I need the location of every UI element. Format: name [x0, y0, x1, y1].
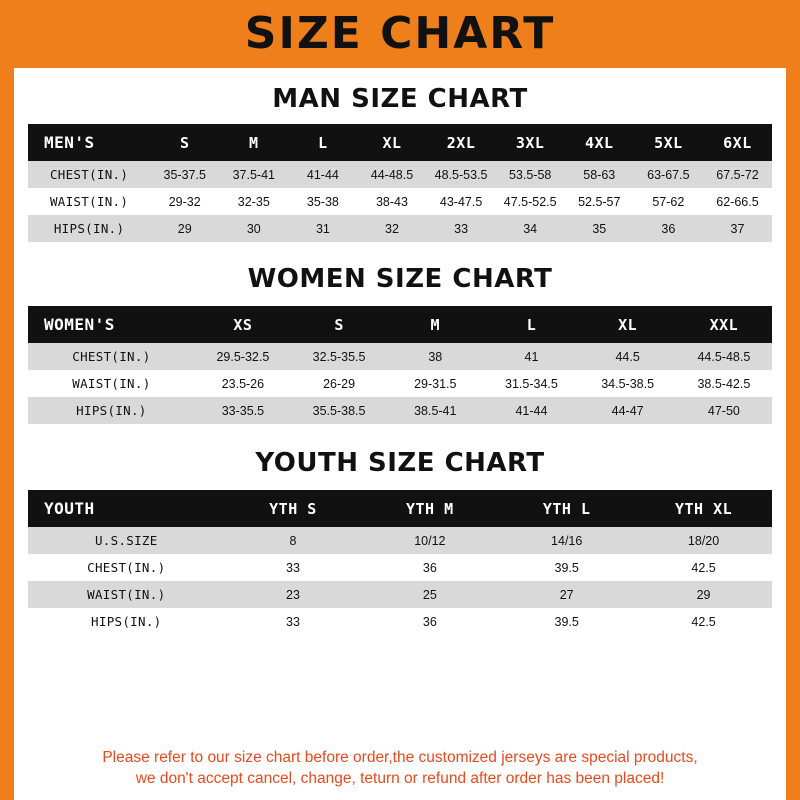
cell: 30	[246, 221, 261, 236]
cell: 58-63	[583, 167, 616, 182]
cell: 42.5	[691, 614, 716, 629]
cell: 32.5-35.5	[312, 349, 366, 364]
cell: 35	[592, 221, 607, 236]
row-label-waist: WAIST(IN.)	[72, 376, 151, 391]
header-cell-yth-xl: YTH XL	[674, 499, 733, 518]
row-label-waist: WAIST(IN.)	[87, 587, 166, 602]
table-header-row	[28, 306, 772, 343]
cell: 52.5-57	[578, 194, 621, 209]
cell: 31	[315, 221, 330, 236]
cell: 37.5-41	[232, 167, 275, 182]
table-man-sizes	[28, 124, 772, 242]
header-cell-xs: XS	[233, 315, 253, 334]
cell: 41	[524, 349, 539, 364]
header-cell-m: M	[430, 315, 441, 334]
table-row	[28, 215, 772, 242]
header-cell-l: L	[318, 133, 328, 152]
cell: 44.5	[615, 349, 640, 364]
header-cell-2xl: 2XL	[446, 133, 476, 152]
cell: 44.5-48.5	[697, 349, 751, 364]
cell: 18/20	[687, 533, 720, 548]
row-label-hips: HIPS(IN.)	[91, 614, 162, 629]
section-title-youth: YOUTH SIZE CHART	[255, 448, 545, 478]
cell: 67.5-72	[716, 167, 759, 182]
table-row	[28, 608, 772, 635]
cell: 33	[454, 221, 469, 236]
chart-content	[14, 68, 786, 800]
cell: 43-47.5	[439, 194, 483, 209]
cell: 23.5-26	[221, 376, 265, 391]
cell: 39.5	[554, 560, 579, 575]
cell: 35.5-38.5	[312, 403, 366, 418]
cell: 38.5-41	[414, 403, 457, 418]
header-cell-3xl: 3XL	[515, 133, 545, 152]
cell: 39.5	[554, 614, 579, 629]
table-row	[28, 527, 772, 554]
cell: 48.5-53.5	[434, 167, 488, 182]
header-cell-6xl: 6XL	[723, 133, 752, 152]
section-youth	[28, 424, 772, 635]
header-cell-yth-m: YTH M	[406, 499, 454, 518]
cell: 33	[286, 614, 300, 629]
cell: 62-66.5	[716, 194, 759, 209]
page-title: SIZE CHART	[244, 8, 556, 59]
cell: 34.5-38.5	[601, 376, 655, 391]
header-cell-l: L	[526, 315, 537, 334]
table-row	[28, 397, 772, 424]
header-cell-yth-s: YTH S	[269, 499, 317, 518]
cell: 36	[661, 221, 676, 236]
cell: 38	[428, 349, 443, 364]
cell: 29.5-32.5	[216, 349, 270, 364]
cell: 26-29	[323, 376, 356, 391]
row-label-hips: HIPS(IN.)	[53, 221, 125, 236]
cell: 42.5	[691, 560, 716, 575]
cell: 29	[177, 221, 192, 236]
cell: 38-43	[375, 194, 408, 209]
cell: 38.5-42.5	[697, 376, 751, 391]
header-cell-m: M	[249, 133, 259, 152]
header-cell-xxl: XXL	[709, 315, 739, 334]
cell: 41-44	[306, 167, 339, 182]
cell: 29-31.5	[414, 376, 457, 391]
cell: 36	[422, 560, 437, 575]
table-header-row	[28, 124, 772, 161]
cell: 37	[730, 221, 745, 236]
row-label-chest: CHEST(IN.)	[72, 349, 151, 364]
footer-note-line-1: Please refer to our size chart before order,the customized jerseys are special products,	[102, 749, 698, 767]
cell: 25	[422, 587, 437, 602]
section-title-women: WOMEN SIZE CHART	[247, 264, 553, 294]
cell: 33	[286, 560, 300, 575]
cell: 36	[422, 614, 437, 629]
cell: 32-35	[237, 194, 270, 209]
cell: 57-62	[652, 194, 685, 209]
header-cell-xl: XL	[618, 315, 638, 334]
row-label-hips: HIPS(IN.)	[76, 403, 147, 418]
cell: 14/16	[551, 533, 583, 548]
table-youth-sizes	[28, 490, 772, 635]
cell: 29	[696, 587, 711, 602]
cell: 8	[289, 533, 297, 548]
cell: 34	[523, 221, 538, 236]
table-row	[28, 161, 772, 188]
cell: 23	[286, 587, 300, 602]
row-label-chest: CHEST(IN.)	[87, 560, 166, 575]
section-title-man: MAN SIZE CHART	[272, 84, 528, 114]
cell: 27	[559, 587, 574, 602]
cell: 35-37.5	[163, 167, 206, 182]
page-banner	[14, 0, 786, 68]
cell: 29-32	[168, 194, 201, 209]
row-label-chest: CHEST(IN.)	[49, 167, 129, 182]
table-row	[28, 188, 772, 215]
cell: 32	[385, 221, 399, 236]
row-label-us-size: U.S.SIZE	[94, 533, 158, 548]
header-cell-label: WOMEN'S	[44, 315, 115, 334]
header-cell-s: S	[334, 315, 344, 334]
cell: 44-48.5	[370, 167, 414, 182]
cell: 63-67.5	[647, 167, 690, 182]
header-cell-s: S	[179, 133, 190, 152]
header-cell-label: MEN'S	[44, 133, 95, 152]
table-row	[28, 554, 772, 581]
cell: 41-44	[515, 403, 548, 418]
cell: 47.5-52.5	[503, 194, 557, 209]
header-cell-xl: XL	[382, 133, 402, 152]
table-row	[28, 581, 772, 608]
row-label-waist: WAIST(IN.)	[49, 194, 129, 209]
footer-note	[28, 738, 772, 800]
cell: 33-35.5	[221, 403, 265, 418]
cell: 35-38	[306, 194, 339, 209]
cell: 10/12	[414, 533, 446, 548]
header-cell-4xl: 4XL	[584, 133, 614, 152]
table-header-row	[28, 490, 772, 527]
header-cell-yth-l: YTH L	[542, 499, 591, 518]
header-cell-5xl: 5XL	[654, 133, 683, 152]
header-cell-label: YOUTH	[44, 499, 95, 518]
cell: 31.5-34.5	[505, 376, 558, 391]
table-row	[28, 370, 772, 397]
table-women-sizes	[28, 306, 772, 424]
footer-note-line-2: we don't accept cancel, change, teturn or refund after order has been placed!	[135, 770, 665, 788]
table-row	[28, 343, 772, 370]
section-women	[28, 242, 772, 424]
cell: 44-47	[611, 403, 644, 418]
cell: 53.5-58	[508, 167, 552, 182]
section-man	[28, 68, 772, 242]
cell: 47-50	[707, 403, 740, 418]
